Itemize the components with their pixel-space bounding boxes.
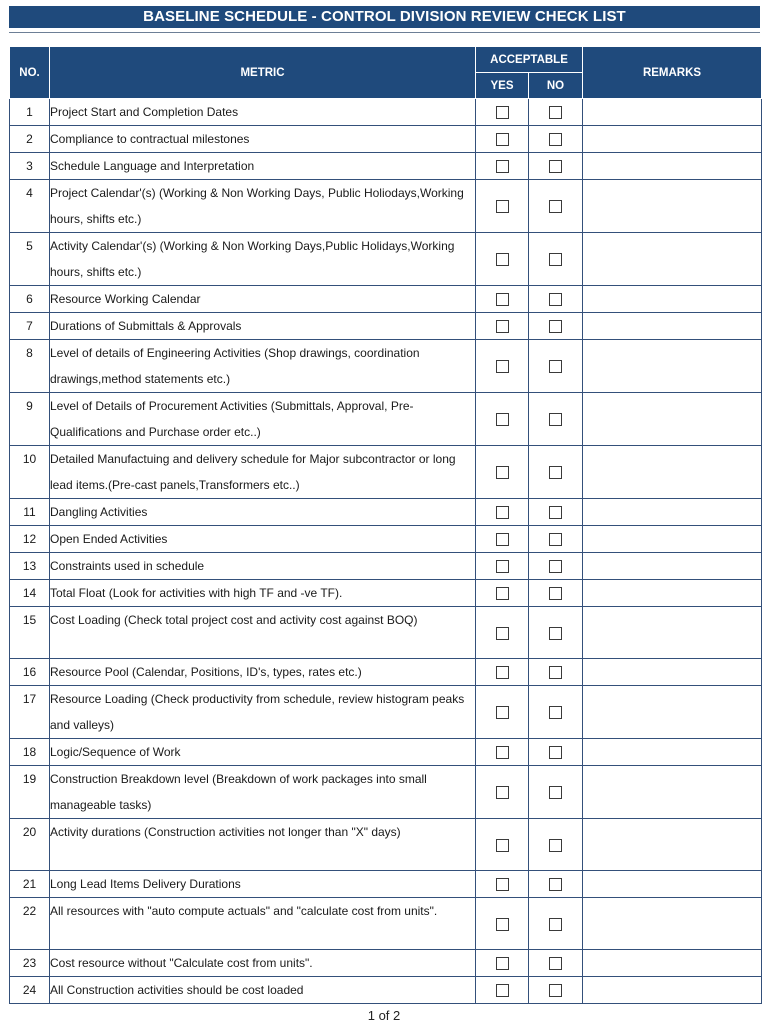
acceptable-no-cell <box>529 898 583 950</box>
page-title: BASELINE SCHEDULE - CONTROL DIVISION REVIEW CHECK LIST <box>9 6 760 28</box>
acceptable-no-checkbox[interactable] <box>549 466 562 479</box>
acceptable-yes-checkbox[interactable] <box>496 786 509 799</box>
metric-text: All resources with "auto compute actuals" and "calculate cost from units". <box>50 898 476 950</box>
row-number: 2 <box>10 126 50 153</box>
row-number: 3 <box>10 153 50 180</box>
remarks-cell[interactable] <box>583 819 762 871</box>
acceptable-yes-cell <box>476 233 529 286</box>
acceptable-yes-checkbox[interactable] <box>496 320 509 333</box>
table-row <box>10 766 762 819</box>
column-header-remarks: REMARKS <box>583 47 762 99</box>
acceptable-yes-checkbox[interactable] <box>496 984 509 997</box>
column-header-acceptable: ACCEPTABLE <box>476 47 583 73</box>
table-row <box>10 313 762 340</box>
row-number: 23 <box>10 950 50 977</box>
acceptable-no-cell <box>529 553 583 580</box>
row-number: 12 <box>10 526 50 553</box>
acceptable-yes-cell <box>476 871 529 898</box>
table-row <box>10 898 762 950</box>
acceptable-yes-cell <box>476 446 529 499</box>
acceptable-yes-cell <box>476 950 529 977</box>
remarks-cell[interactable] <box>583 526 762 553</box>
acceptable-yes-cell <box>476 526 529 553</box>
metric-text: Project Start and Completion Dates <box>50 99 476 126</box>
acceptable-yes-checkbox[interactable] <box>496 627 509 640</box>
acceptable-yes-cell <box>476 180 529 233</box>
acceptable-no-cell <box>529 313 583 340</box>
acceptable-no-cell <box>529 126 583 153</box>
acceptable-no-checkbox[interactable] <box>549 253 562 266</box>
acceptable-yes-cell <box>476 659 529 686</box>
metric-text: Project Calendar'(s) (Working & Non Working Days, Public Holiodays,Working hours, shifts etc.) <box>50 180 476 233</box>
metric-text: Level of Details of Procurement Activities (Submittals, Approval, Pre-Qualifications and Purchase order etc..) <box>50 393 476 446</box>
acceptable-yes-cell <box>476 499 529 526</box>
acceptable-no-checkbox[interactable] <box>549 133 562 146</box>
acceptable-yes-checkbox[interactable] <box>496 533 509 546</box>
acceptable-no-cell <box>529 871 583 898</box>
checklist-body <box>10 99 762 1004</box>
acceptable-yes-checkbox[interactable] <box>496 560 509 573</box>
row-number: 4 <box>10 180 50 233</box>
row-number: 11 <box>10 499 50 526</box>
acceptable-yes-cell <box>476 819 529 871</box>
metric-text: Constraints used in schedule <box>50 553 476 580</box>
table-row <box>10 393 762 446</box>
table-row <box>10 607 762 659</box>
remarks-cell[interactable] <box>583 340 762 393</box>
remarks-cell[interactable] <box>583 153 762 180</box>
acceptable-yes-checkbox[interactable] <box>496 413 509 426</box>
acceptable-no-checkbox[interactable] <box>549 666 562 679</box>
table-row <box>10 553 762 580</box>
acceptable-no-checkbox[interactable] <box>549 106 562 119</box>
metric-text: Cost resource without "Calculate cost from units". <box>50 950 476 977</box>
row-number: 19 <box>10 766 50 819</box>
acceptable-yes-checkbox[interactable] <box>496 878 509 891</box>
title-divider <box>9 32 760 33</box>
remarks-cell[interactable] <box>583 607 762 659</box>
row-number: 8 <box>10 340 50 393</box>
acceptable-no-cell <box>529 393 583 446</box>
acceptable-no-checkbox[interactable] <box>549 587 562 600</box>
table-row <box>10 233 762 286</box>
acceptable-yes-cell <box>476 766 529 819</box>
column-header-metric: METRIC <box>50 47 476 99</box>
table-row <box>10 871 762 898</box>
row-number: 13 <box>10 553 50 580</box>
metric-text: Resource Pool (Calendar, Positions, ID's, types, rates etc.) <box>50 659 476 686</box>
acceptable-no-checkbox[interactable] <box>549 746 562 759</box>
row-number: 6 <box>10 286 50 313</box>
metric-text: Resource Working Calendar <box>50 286 476 313</box>
remarks-cell[interactable] <box>583 898 762 950</box>
remarks-cell[interactable] <box>583 659 762 686</box>
remarks-cell[interactable] <box>583 99 762 126</box>
metric-text: Logic/Sequence of Work <box>50 739 476 766</box>
acceptable-no-cell <box>529 950 583 977</box>
acceptable-no-cell <box>529 580 583 607</box>
acceptable-yes-checkbox[interactable] <box>496 957 509 970</box>
acceptable-yes-cell <box>476 286 529 313</box>
acceptable-yes-checkbox[interactable] <box>496 200 509 213</box>
metric-text: Total Float (Look for activities with high TF and -ve TF). <box>50 580 476 607</box>
acceptable-no-checkbox[interactable] <box>549 160 562 173</box>
acceptable-yes-checkbox[interactable] <box>496 506 509 519</box>
acceptable-no-cell <box>529 180 583 233</box>
acceptable-yes-cell <box>476 739 529 766</box>
metric-text: Dangling Activities <box>50 499 476 526</box>
remarks-cell[interactable] <box>583 977 762 1004</box>
checklist-table <box>9 46 762 1004</box>
table-row <box>10 686 762 739</box>
acceptable-yes-checkbox[interactable] <box>496 133 509 146</box>
acceptable-no-checkbox[interactable] <box>549 706 562 719</box>
metric-text: Construction Breakdown level (Breakdown of work packages into small manageable tasks) <box>50 766 476 819</box>
row-number: 17 <box>10 686 50 739</box>
acceptable-no-checkbox[interactable] <box>549 918 562 931</box>
acceptable-yes-checkbox[interactable] <box>496 466 509 479</box>
table-row <box>10 819 762 871</box>
row-number: 1 <box>10 99 50 126</box>
acceptable-no-cell <box>529 499 583 526</box>
remarks-cell[interactable] <box>583 499 762 526</box>
acceptable-no-cell <box>529 233 583 286</box>
row-number: 10 <box>10 446 50 499</box>
row-number: 21 <box>10 871 50 898</box>
row-number: 22 <box>10 898 50 950</box>
row-number: 15 <box>10 607 50 659</box>
row-number: 7 <box>10 313 50 340</box>
acceptable-no-cell <box>529 819 583 871</box>
acceptable-yes-checkbox[interactable] <box>496 360 509 373</box>
acceptable-no-cell <box>529 686 583 739</box>
metric-text: Compliance to contractual milestones <box>50 126 476 153</box>
acceptable-no-cell <box>529 153 583 180</box>
acceptable-yes-checkbox[interactable] <box>496 839 509 852</box>
row-number: 20 <box>10 819 50 871</box>
column-header-yes: YES <box>476 73 529 99</box>
acceptable-yes-cell <box>476 686 529 739</box>
acceptable-no-cell <box>529 766 583 819</box>
table-row <box>10 739 762 766</box>
table-row <box>10 99 762 126</box>
remarks-cell[interactable] <box>583 739 762 766</box>
acceptable-yes-checkbox[interactable] <box>496 666 509 679</box>
table-row <box>10 499 762 526</box>
metric-text: Level of details of Engineering Activities (Shop drawings, coordination drawings,method statements etc.) <box>50 340 476 393</box>
column-header-no-option: NO <box>529 73 583 99</box>
acceptable-yes-cell <box>476 977 529 1004</box>
remarks-cell[interactable] <box>583 393 762 446</box>
acceptable-yes-cell <box>476 607 529 659</box>
row-number: 16 <box>10 659 50 686</box>
metric-text: Activity Calendar'(s) (Working & Non Working Days,Public Holidays,Working hours, shifts etc.) <box>50 233 476 286</box>
acceptable-yes-cell <box>476 126 529 153</box>
acceptable-no-checkbox[interactable] <box>549 360 562 373</box>
page-number: 1 of 2 <box>367 1008 401 1023</box>
acceptable-no-cell <box>529 446 583 499</box>
remarks-cell[interactable] <box>583 871 762 898</box>
row-number: 24 <box>10 977 50 1004</box>
remarks-cell[interactable] <box>583 766 762 819</box>
acceptable-yes-cell <box>476 340 529 393</box>
row-number: 18 <box>10 739 50 766</box>
table-row <box>10 286 762 313</box>
remarks-cell[interactable] <box>583 286 762 313</box>
acceptable-no-checkbox[interactable] <box>549 627 562 640</box>
acceptable-yes-cell <box>476 580 529 607</box>
remarks-cell[interactable] <box>583 446 762 499</box>
acceptable-yes-cell <box>476 898 529 950</box>
acceptable-no-cell <box>529 607 583 659</box>
metric-text: Resource Loading (Check productivity from schedule, review histogram peaks and valleys) <box>50 686 476 739</box>
remarks-cell[interactable] <box>583 180 762 233</box>
acceptable-no-cell <box>529 977 583 1004</box>
acceptable-no-checkbox[interactable] <box>549 984 562 997</box>
acceptable-no-cell <box>529 99 583 126</box>
metric-text: Detailed Manufactuing and delivery schedule for Major subcontractor or long lead items.(Pre-cast panels,Transformers etc..) <box>50 446 476 499</box>
metric-text: Long Lead Items Delivery Durations <box>50 871 476 898</box>
acceptable-yes-checkbox[interactable] <box>496 587 509 600</box>
acceptable-yes-checkbox[interactable] <box>496 706 509 719</box>
table-row <box>10 977 762 1004</box>
acceptable-no-checkbox[interactable] <box>549 878 562 891</box>
metric-text: Cost Loading (Check total project cost and activity cost against BOQ) <box>50 607 476 659</box>
metric-text: All Construction activities should be cost loaded <box>50 977 476 1004</box>
column-header-no: NO. <box>10 47 50 99</box>
table-row <box>10 340 762 393</box>
table-row <box>10 126 762 153</box>
acceptable-yes-cell <box>476 393 529 446</box>
acceptable-yes-checkbox[interactable] <box>496 160 509 173</box>
acceptable-no-checkbox[interactable] <box>549 506 562 519</box>
acceptable-no-checkbox[interactable] <box>549 293 562 306</box>
acceptable-no-checkbox[interactable] <box>549 320 562 333</box>
table-row <box>10 526 762 553</box>
acceptable-no-checkbox[interactable] <box>549 200 562 213</box>
remarks-cell[interactable] <box>583 233 762 286</box>
acceptable-no-cell <box>529 340 583 393</box>
acceptable-yes-cell <box>476 313 529 340</box>
row-number: 5 <box>10 233 50 286</box>
acceptable-yes-checkbox[interactable] <box>496 918 509 931</box>
acceptable-yes-checkbox[interactable] <box>496 106 509 119</box>
remarks-cell[interactable] <box>583 126 762 153</box>
acceptable-no-checkbox[interactable] <box>549 533 562 546</box>
acceptable-no-cell <box>529 659 583 686</box>
acceptable-yes-checkbox[interactable] <box>496 293 509 306</box>
metric-text: Open Ended Activities <box>50 526 476 553</box>
acceptable-no-checkbox[interactable] <box>549 839 562 852</box>
acceptable-no-checkbox[interactable] <box>549 560 562 573</box>
acceptable-yes-checkbox[interactable] <box>496 746 509 759</box>
metric-text: Schedule Language and Interpretation <box>50 153 476 180</box>
acceptable-yes-cell <box>476 153 529 180</box>
acceptable-no-checkbox[interactable] <box>549 413 562 426</box>
row-number: 9 <box>10 393 50 446</box>
table-row <box>10 153 762 180</box>
acceptable-no-checkbox[interactable] <box>549 957 562 970</box>
remarks-cell[interactable] <box>583 686 762 739</box>
remarks-cell[interactable] <box>583 553 762 580</box>
table-row <box>10 580 762 607</box>
metric-text: Durations of Submittals & Approvals <box>50 313 476 340</box>
metric-text: Activity durations (Construction activities not longer than "X" days) <box>50 819 476 871</box>
remarks-cell[interactable] <box>583 580 762 607</box>
acceptable-no-checkbox[interactable] <box>549 786 562 799</box>
acceptable-yes-cell <box>476 99 529 126</box>
remarks-cell[interactable] <box>583 950 762 977</box>
acceptable-yes-checkbox[interactable] <box>496 253 509 266</box>
remarks-cell[interactable] <box>583 313 762 340</box>
table-row <box>10 950 762 977</box>
row-number: 14 <box>10 580 50 607</box>
acceptable-yes-cell <box>476 553 529 580</box>
table-row <box>10 180 762 233</box>
table-row <box>10 659 762 686</box>
table-row <box>10 446 762 499</box>
acceptable-no-cell <box>529 739 583 766</box>
acceptable-no-cell <box>529 286 583 313</box>
acceptable-no-cell <box>529 526 583 553</box>
